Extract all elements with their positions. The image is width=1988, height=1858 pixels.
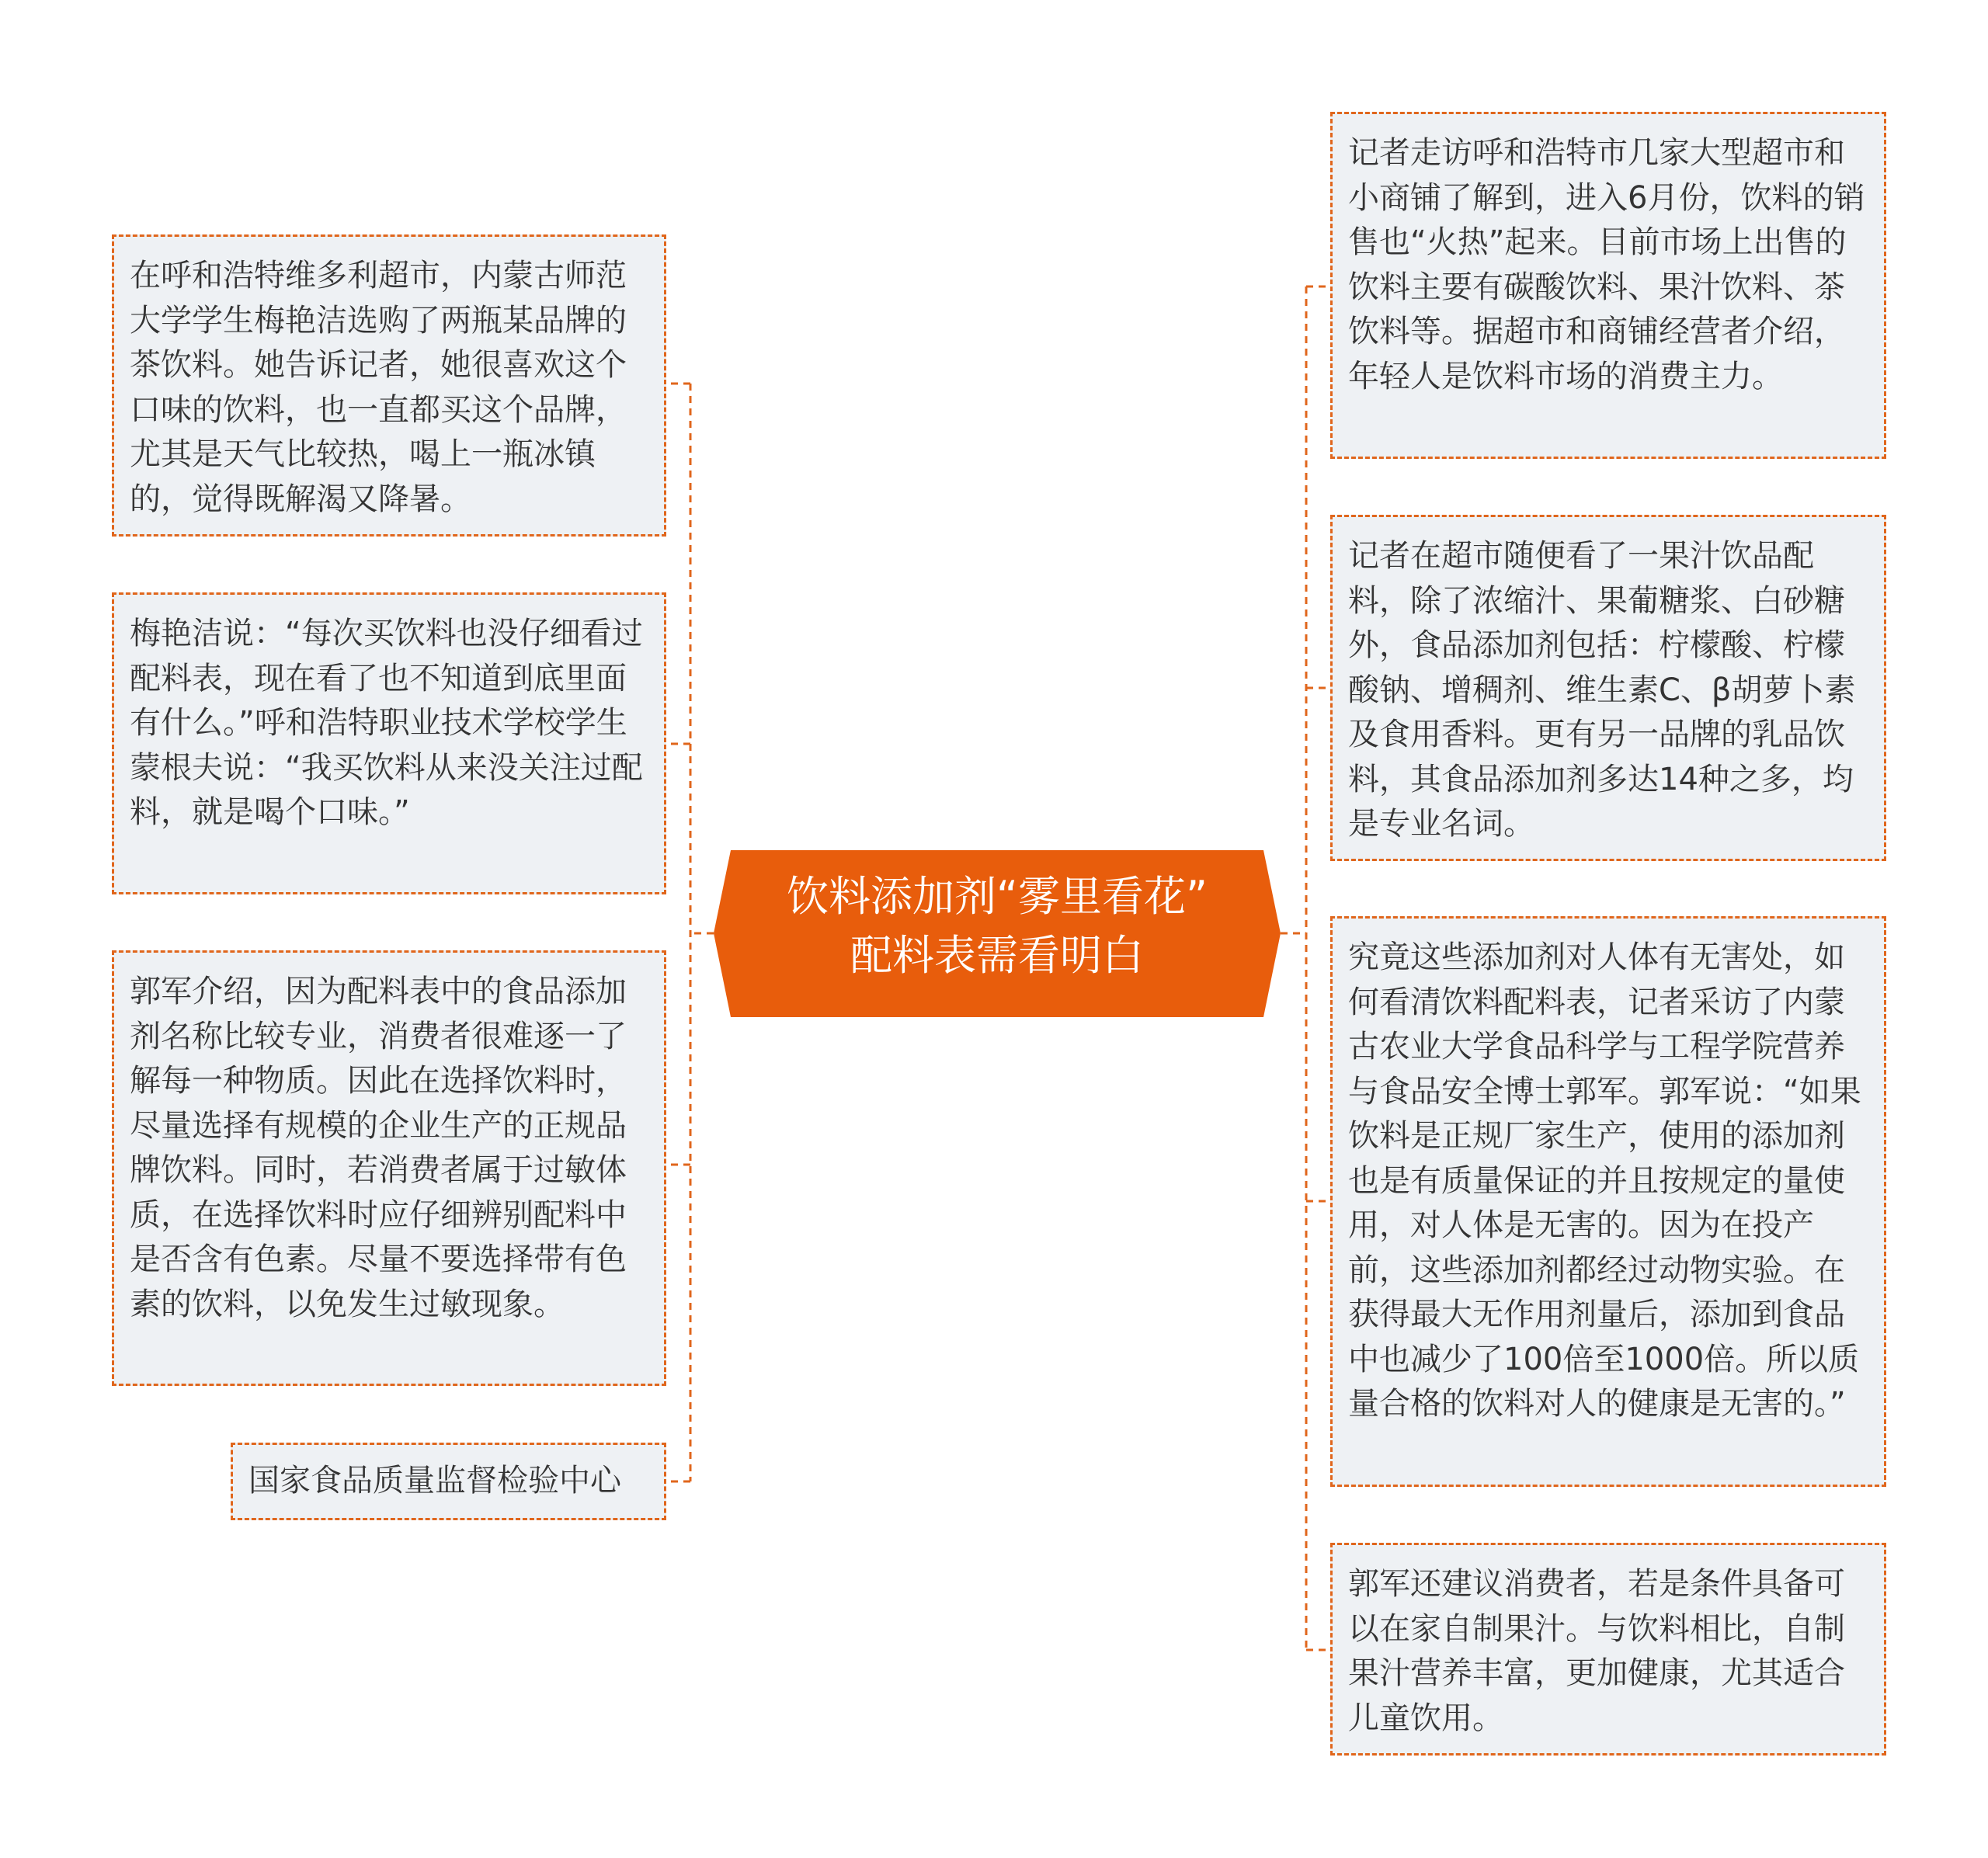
left-node-guo-jun-advice[interactable]: 郭军介绍，因为配料表中的食品添加剂名称比较专业，消费者很难逐一了解每一种物质。因此在选择饮料时，尽量选择有规模的企业生产的正规品牌饮料。同时，若消费者属于过敏体质，在选择饮料时应仔细辨别配料中是否含有色素。尽量不要选择带有色素的饮料，以免发生过敏现象。	[112, 950, 666, 1386]
central-topic-line2: 配料表需看明白	[850, 931, 1144, 980]
left-node-student-quotes[interactable]: 梅艳洁说：“每次买饮料也没仔细看过配料表，现在看了也不知道到底里面有什么。”呼和浩特职业技术学校学生蒙根夫说：“我买饮料从来没关注过配料，就是喝个口味。”	[112, 592, 666, 894]
central-topic[interactable]	[714, 850, 1281, 1017]
left-node-supermarket-student[interactable]: 在呼和浩特维多利超市，内蒙古师范大学学生梅艳洁选购了两瓶某品牌的茶饮料。她告诉记者，她很喜欢这个口味的饮料，也一直都买这个品牌，尤其是天气比较热，喝上一瓶冰镇的，觉得既解渴又降暑。	[112, 234, 666, 537]
right-node-juice-ingredients[interactable]: 记者在超市随便看了一果汁饮品配料，除了浓缩汁、果葡糖浆、白砂糖外，食品添加剂包括：柠檬酸、柠檬酸钠、增稠剂、维生素C、β胡萝卜素及食用香料。更有另一品牌的乳品饮料，其食品添加剂多达14种之多，均是专业名词。	[1330, 515, 1886, 861]
central-topic-line1: 饮料添加剂“雾里看花”	[787, 872, 1208, 921]
left-node-inspection-center[interactable]: 国家食品质量监督检验中心	[231, 1443, 666, 1520]
right-node-expert-interview[interactable]: 究竟这些添加剂对人体有无害处，如何看清饮料配料表，记者采访了内蒙古农业大学食品科学与工程学院营养与食品安全博士郭军。郭军说：“如果饮料是正规厂家生产，使用的添加剂也是有质量保证的并且按规定的量使用，对人体是无害的。因为在投产前，这些添加剂都经过动物实验。在获得最大无作用剂量后，添加到食品中也减少了100倍至1000倍。所以质量合格的饮料对人的健康是无害的。”	[1330, 916, 1886, 1487]
right-node-homemade-juice[interactable]: 郭军还建议消费者，若是条件具备可以在家自制果汁。与饮料相比，自制果汁营养丰富，更加健康，尤其适合儿童饮用。	[1330, 1543, 1886, 1756]
right-node-market-visit[interactable]: 记者走访呼和浩特市几家大型超市和小商铺了解到，进入6月份，饮料的销售也“火热”起来。目前市场上出售的饮料主要有碳酸饮料、果汁饮料、茶饮料等。据超市和商铺经营者介绍，年轻人是饮料市场的消费主力。	[1330, 112, 1886, 459]
